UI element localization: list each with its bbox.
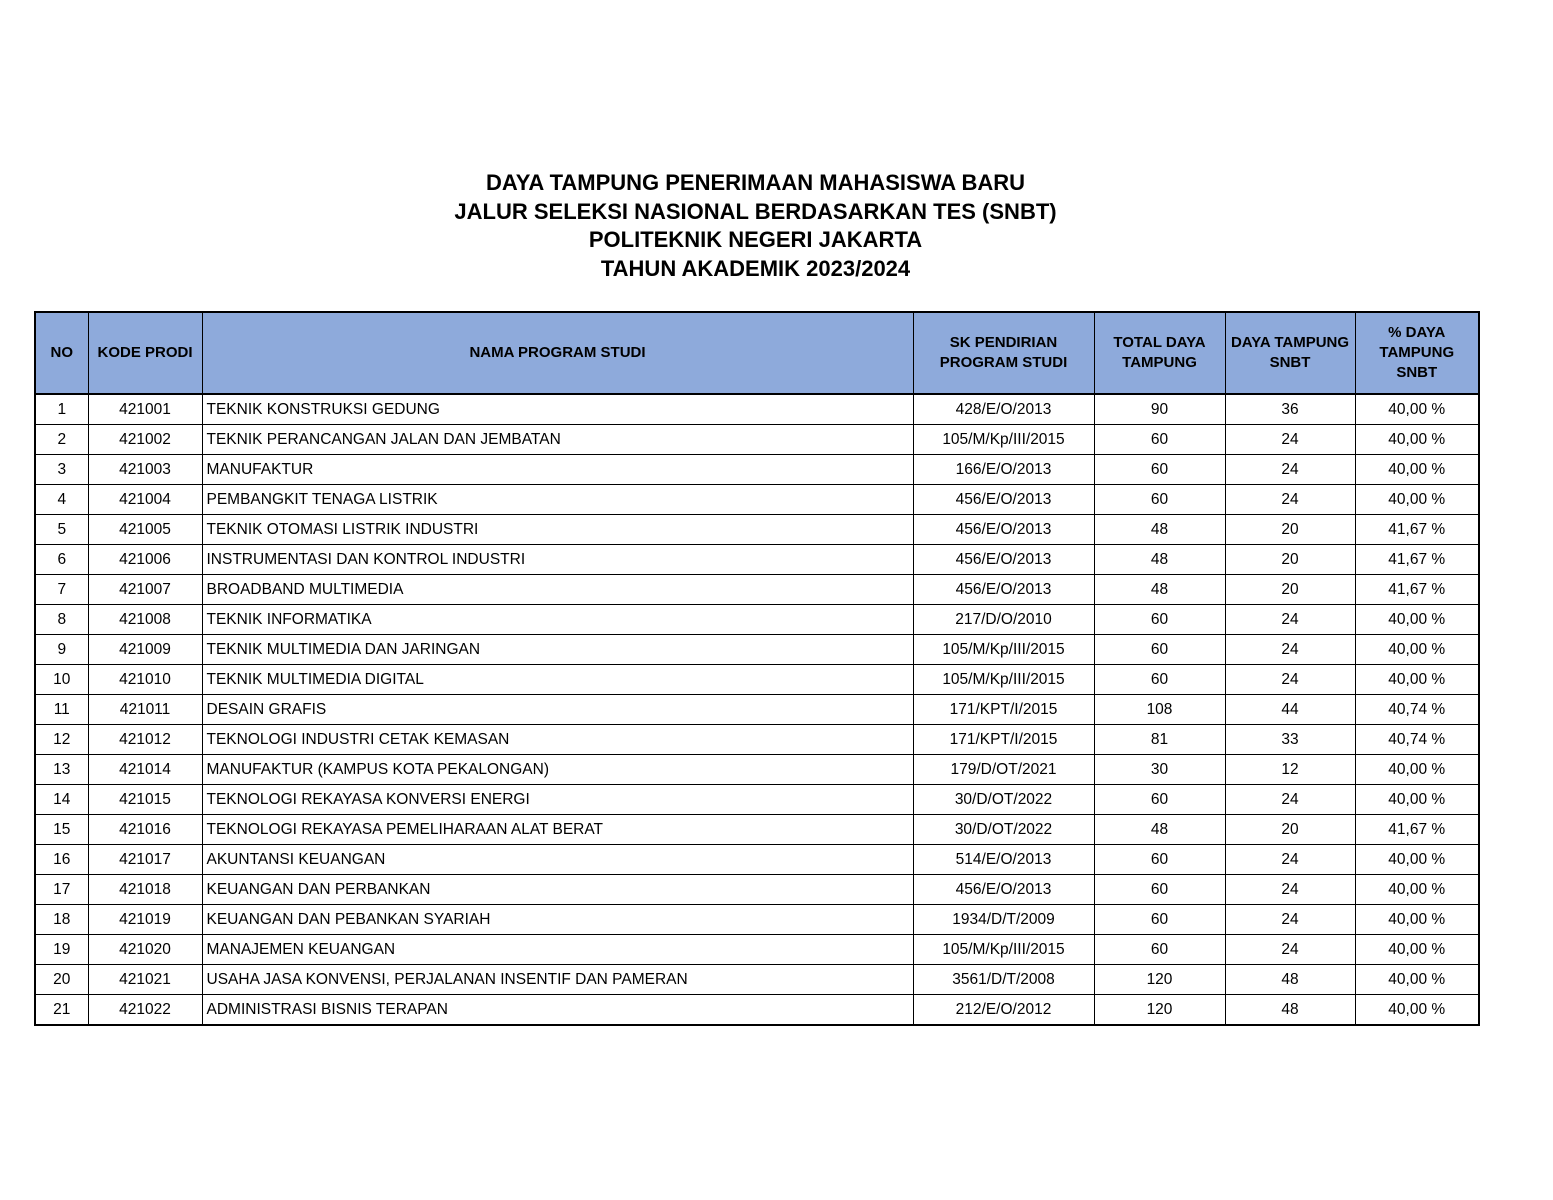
table-header bbox=[35, 312, 1479, 394]
cell-nama-program-studi: INSTRUMENTASI DAN KONTROL INDUSTRI bbox=[202, 545, 913, 575]
cell-daya-tampung-snbt: 20 bbox=[1225, 815, 1355, 845]
cell-sk-pendirian: 171/KPT/I/2015 bbox=[913, 725, 1094, 755]
cell-nama-program-studi: TEKNOLOGI REKAYASA KONVERSI ENERGI bbox=[202, 785, 913, 815]
cell-total-daya-tampung: 81 bbox=[1094, 725, 1225, 755]
header-total-daya-tampung: TOTAL DAYA TAMPUNG bbox=[1094, 312, 1225, 394]
table-row bbox=[35, 935, 1479, 965]
cell-total-daya-tampung: 60 bbox=[1094, 425, 1225, 455]
cell-nama-program-studi: AKUNTANSI KEUANGAN bbox=[202, 845, 913, 875]
cell-kode-prodi: 421012 bbox=[88, 725, 202, 755]
cell-kode-prodi: 421018 bbox=[88, 875, 202, 905]
cell-sk-pendirian: 456/E/O/2013 bbox=[913, 485, 1094, 515]
cell-total-daya-tampung: 90 bbox=[1094, 394, 1225, 425]
cell-daya-tampung-snbt: 12 bbox=[1225, 755, 1355, 785]
table-row bbox=[35, 635, 1479, 665]
table-body bbox=[35, 394, 1479, 1025]
cell-nama-program-studi: TEKNIK OTOMASI LISTRIK INDUSTRI bbox=[202, 515, 913, 545]
table-row bbox=[35, 695, 1479, 725]
cell-nama-program-studi: USAHA JASA KONVENSI, PERJALANAN INSENTIF DAN PAMERAN bbox=[202, 965, 913, 995]
cell-sk-pendirian: 514/E/O/2013 bbox=[913, 845, 1094, 875]
cell-no: 5 bbox=[35, 515, 88, 545]
cell-nama-program-studi: KEUANGAN DAN PEBANKAN SYARIAH bbox=[202, 905, 913, 935]
cell-sk-pendirian: 171/KPT/I/2015 bbox=[913, 695, 1094, 725]
cell-kode-prodi: 421001 bbox=[88, 394, 202, 425]
cell-nama-program-studi: KEUANGAN DAN PERBANKAN bbox=[202, 875, 913, 905]
table-row bbox=[35, 455, 1479, 485]
table-row bbox=[35, 725, 1479, 755]
cell-kode-prodi: 421004 bbox=[88, 485, 202, 515]
cell-persen-daya-tampung-snbt: 40,00 % bbox=[1355, 935, 1479, 965]
table-row bbox=[35, 785, 1479, 815]
cell-persen-daya-tampung-snbt: 40,00 % bbox=[1355, 875, 1479, 905]
cell-nama-program-studi: PEMBANGKIT TENAGA LISTRIK bbox=[202, 485, 913, 515]
cell-nama-program-studi: TEKNIK INFORMATIKA bbox=[202, 605, 913, 635]
table-row bbox=[35, 995, 1479, 1026]
cell-persen-daya-tampung-snbt: 40,00 % bbox=[1355, 785, 1479, 815]
cell-persen-daya-tampung-snbt: 40,00 % bbox=[1355, 394, 1479, 425]
cell-no: 18 bbox=[35, 905, 88, 935]
cell-daya-tampung-snbt: 24 bbox=[1225, 905, 1355, 935]
cell-no: 21 bbox=[35, 995, 88, 1026]
cell-sk-pendirian: 105/M/Kp/III/2015 bbox=[913, 935, 1094, 965]
cell-kode-prodi: 421020 bbox=[88, 935, 202, 965]
table-row bbox=[35, 815, 1479, 845]
cell-total-daya-tampung: 60 bbox=[1094, 845, 1225, 875]
cell-daya-tampung-snbt: 24 bbox=[1225, 455, 1355, 485]
table-row bbox=[35, 515, 1479, 545]
cell-total-daya-tampung: 60 bbox=[1094, 785, 1225, 815]
table-row bbox=[35, 965, 1479, 995]
cell-daya-tampung-snbt: 24 bbox=[1225, 635, 1355, 665]
cell-kode-prodi: 421021 bbox=[88, 965, 202, 995]
header-kode-prodi: KODE PRODI bbox=[88, 312, 202, 394]
header-row bbox=[35, 312, 1479, 394]
cell-total-daya-tampung: 48 bbox=[1094, 815, 1225, 845]
cell-total-daya-tampung: 60 bbox=[1094, 935, 1225, 965]
cell-kode-prodi: 421009 bbox=[88, 635, 202, 665]
cell-daya-tampung-snbt: 48 bbox=[1225, 995, 1355, 1026]
cell-nama-program-studi: TEKNIK PERANCANGAN JALAN DAN JEMBATAN bbox=[202, 425, 913, 455]
cell-total-daya-tampung: 120 bbox=[1094, 995, 1225, 1026]
cell-kode-prodi: 421017 bbox=[88, 845, 202, 875]
cell-nama-program-studi: DESAIN GRAFIS bbox=[202, 695, 913, 725]
cell-sk-pendirian: 212/E/O/2012 bbox=[913, 995, 1094, 1026]
cell-sk-pendirian: 166/E/O/2013 bbox=[913, 455, 1094, 485]
cell-daya-tampung-snbt: 24 bbox=[1225, 425, 1355, 455]
cell-sk-pendirian: 105/M/Kp/III/2015 bbox=[913, 425, 1094, 455]
cell-no: 11 bbox=[35, 695, 88, 725]
cell-nama-program-studi: MANUFAKTUR bbox=[202, 455, 913, 485]
cell-kode-prodi: 421015 bbox=[88, 785, 202, 815]
cell-persen-daya-tampung-snbt: 41,67 % bbox=[1355, 515, 1479, 545]
cell-kode-prodi: 421002 bbox=[88, 425, 202, 455]
cell-nama-program-studi: BROADBAND MULTIMEDIA bbox=[202, 575, 913, 605]
cell-total-daya-tampung: 60 bbox=[1094, 875, 1225, 905]
cell-total-daya-tampung: 60 bbox=[1094, 455, 1225, 485]
cell-no: 9 bbox=[35, 635, 88, 665]
cell-no: 6 bbox=[35, 545, 88, 575]
cell-nama-program-studi: TEKNIK KONSTRUKSI GEDUNG bbox=[202, 394, 913, 425]
cell-sk-pendirian: 30/D/OT/2022 bbox=[913, 815, 1094, 845]
cell-sk-pendirian: 30/D/OT/2022 bbox=[913, 785, 1094, 815]
cell-kode-prodi: 421011 bbox=[88, 695, 202, 725]
cell-daya-tampung-snbt: 24 bbox=[1225, 485, 1355, 515]
cell-total-daya-tampung: 48 bbox=[1094, 545, 1225, 575]
cell-no: 16 bbox=[35, 845, 88, 875]
cell-persen-daya-tampung-snbt: 40,00 % bbox=[1355, 995, 1479, 1026]
cell-persen-daya-tampung-snbt: 40,00 % bbox=[1355, 845, 1479, 875]
cell-nama-program-studi: TEKNOLOGI REKAYASA PEMELIHARAAN ALAT BERAT bbox=[202, 815, 913, 845]
cell-no: 10 bbox=[35, 665, 88, 695]
cell-persen-daya-tampung-snbt: 41,67 % bbox=[1355, 575, 1479, 605]
cell-daya-tampung-snbt: 24 bbox=[1225, 785, 1355, 815]
table-row bbox=[35, 425, 1479, 455]
cell-persen-daya-tampung-snbt: 40,00 % bbox=[1355, 755, 1479, 785]
cell-total-daya-tampung: 30 bbox=[1094, 755, 1225, 785]
cell-no: 3 bbox=[35, 455, 88, 485]
cell-sk-pendirian: 428/E/O/2013 bbox=[913, 394, 1094, 425]
cell-no: 13 bbox=[35, 755, 88, 785]
table-row bbox=[35, 665, 1479, 695]
cell-daya-tampung-snbt: 36 bbox=[1225, 394, 1355, 425]
cell-kode-prodi: 421003 bbox=[88, 455, 202, 485]
cell-daya-tampung-snbt: 24 bbox=[1225, 665, 1355, 695]
cell-total-daya-tampung: 60 bbox=[1094, 635, 1225, 665]
title-line-1: DAYA TAMPUNG PENERIMAAN MAHASISWA BARU bbox=[485, 170, 1026, 195]
table-row bbox=[35, 394, 1479, 425]
cell-persen-daya-tampung-snbt: 41,67 % bbox=[1355, 815, 1479, 845]
cell-kode-prodi: 421005 bbox=[88, 515, 202, 545]
title-line-2: JALUR SELEKSI NASIONAL BERDASARKAN TES (SNBT) bbox=[454, 198, 1057, 224]
cell-no: 7 bbox=[35, 575, 88, 605]
title-line-3: POLITEKNIK NEGERI JAKARTA bbox=[588, 227, 923, 252]
cell-persen-daya-tampung-snbt: 40,00 % bbox=[1355, 455, 1479, 485]
header-persen-daya-tampung-snbt: % DAYA TAMPUNG SNBT bbox=[1355, 312, 1479, 394]
header-daya-tampung-snbt: DAYA TAMPUNG SNBT bbox=[1225, 312, 1355, 394]
header-nama-program-studi: NAMA PROGRAM STUDI bbox=[202, 312, 913, 394]
cell-total-daya-tampung: 60 bbox=[1094, 605, 1225, 635]
cell-nama-program-studi: TEKNOLOGI INDUSTRI CETAK KEMASAN bbox=[202, 725, 913, 755]
cell-daya-tampung-snbt: 24 bbox=[1225, 875, 1355, 905]
table-row bbox=[35, 575, 1479, 605]
cell-total-daya-tampung: 48 bbox=[1094, 515, 1225, 545]
cell-sk-pendirian: 105/M/Kp/III/2015 bbox=[913, 665, 1094, 695]
cell-total-daya-tampung: 60 bbox=[1094, 905, 1225, 935]
table-row bbox=[35, 875, 1479, 905]
cell-kode-prodi: 421007 bbox=[88, 575, 202, 605]
cell-nama-program-studi: TEKNIK MULTIMEDIA DAN JARINGAN bbox=[202, 635, 913, 665]
cell-kode-prodi: 421006 bbox=[88, 545, 202, 575]
cell-kode-prodi: 421010 bbox=[88, 665, 202, 695]
cell-total-daya-tampung: 120 bbox=[1094, 965, 1225, 995]
table-row bbox=[35, 605, 1479, 635]
cell-no: 8 bbox=[35, 605, 88, 635]
cell-daya-tampung-snbt: 48 bbox=[1225, 965, 1355, 995]
header-sk-pendirian: SK PENDIRIAN PROGRAM STUDI bbox=[913, 312, 1094, 394]
cell-kode-prodi: 421022 bbox=[88, 995, 202, 1026]
cell-sk-pendirian: 456/E/O/2013 bbox=[913, 875, 1094, 905]
title-line-4: TAHUN AKADEMIK 2023/2024 bbox=[600, 255, 911, 281]
cell-kode-prodi: 421014 bbox=[88, 755, 202, 785]
cell-no: 4 bbox=[35, 485, 88, 515]
cell-daya-tampung-snbt: 33 bbox=[1225, 725, 1355, 755]
cell-persen-daya-tampung-snbt: 40,00 % bbox=[1355, 965, 1479, 995]
capacity-table bbox=[34, 311, 1480, 1026]
header-no: NO bbox=[35, 312, 88, 394]
cell-nama-program-studi: ADMINISTRASI BISNIS TERAPAN bbox=[202, 995, 913, 1026]
cell-daya-tampung-snbt: 20 bbox=[1225, 575, 1355, 605]
cell-sk-pendirian: 179/D/OT/2021 bbox=[913, 755, 1094, 785]
cell-no: 19 bbox=[35, 935, 88, 965]
table-row bbox=[35, 845, 1479, 875]
cell-daya-tampung-snbt: 24 bbox=[1225, 845, 1355, 875]
cell-persen-daya-tampung-snbt: 40,74 % bbox=[1355, 725, 1479, 755]
cell-sk-pendirian: 217/D/O/2010 bbox=[913, 605, 1094, 635]
cell-persen-daya-tampung-snbt: 40,00 % bbox=[1355, 635, 1479, 665]
cell-persen-daya-tampung-snbt: 41,67 % bbox=[1355, 545, 1479, 575]
cell-persen-daya-tampung-snbt: 40,00 % bbox=[1355, 665, 1479, 695]
cell-sk-pendirian: 456/E/O/2013 bbox=[913, 575, 1094, 605]
cell-persen-daya-tampung-snbt: 40,00 % bbox=[1355, 485, 1479, 515]
table-row bbox=[35, 485, 1479, 515]
cell-daya-tampung-snbt: 24 bbox=[1225, 935, 1355, 965]
cell-nama-program-studi: MANUFAKTUR (KAMPUS KOTA PEKALONGAN) bbox=[202, 755, 913, 785]
cell-total-daya-tampung: 60 bbox=[1094, 485, 1225, 515]
table-row bbox=[35, 545, 1479, 575]
cell-kode-prodi: 421016 bbox=[88, 815, 202, 845]
cell-persen-daya-tampung-snbt: 40,74 % bbox=[1355, 695, 1479, 725]
cell-kode-prodi: 421008 bbox=[88, 605, 202, 635]
cell-nama-program-studi: TEKNIK MULTIMEDIA DIGITAL bbox=[202, 665, 913, 695]
document-title bbox=[0, 169, 1511, 283]
cell-daya-tampung-snbt: 24 bbox=[1225, 605, 1355, 635]
cell-no: 14 bbox=[35, 785, 88, 815]
cell-no: 20 bbox=[35, 965, 88, 995]
cell-persen-daya-tampung-snbt: 40,00 % bbox=[1355, 905, 1479, 935]
cell-nama-program-studi: MANAJEMEN KEUANGAN bbox=[202, 935, 913, 965]
cell-sk-pendirian: 105/M/Kp/III/2015 bbox=[913, 635, 1094, 665]
cell-persen-daya-tampung-snbt: 40,00 % bbox=[1355, 425, 1479, 455]
cell-sk-pendirian: 456/E/O/2013 bbox=[913, 515, 1094, 545]
cell-total-daya-tampung: 108 bbox=[1094, 695, 1225, 725]
table-row bbox=[35, 755, 1479, 785]
cell-kode-prodi: 421019 bbox=[88, 905, 202, 935]
cell-persen-daya-tampung-snbt: 40,00 % bbox=[1355, 605, 1479, 635]
cell-sk-pendirian: 3561/D/T/2008 bbox=[913, 965, 1094, 995]
cell-no: 1 bbox=[35, 394, 88, 425]
cell-no: 17 bbox=[35, 875, 88, 905]
cell-total-daya-tampung: 60 bbox=[1094, 665, 1225, 695]
cell-daya-tampung-snbt: 44 bbox=[1225, 695, 1355, 725]
cell-daya-tampung-snbt: 20 bbox=[1225, 515, 1355, 545]
cell-no: 12 bbox=[35, 725, 88, 755]
cell-total-daya-tampung: 48 bbox=[1094, 575, 1225, 605]
table-row bbox=[35, 905, 1479, 935]
cell-daya-tampung-snbt: 20 bbox=[1225, 545, 1355, 575]
cell-sk-pendirian: 1934/D/T/2009 bbox=[913, 905, 1094, 935]
cell-no: 15 bbox=[35, 815, 88, 845]
cell-sk-pendirian: 456/E/O/2013 bbox=[913, 545, 1094, 575]
cell-no: 2 bbox=[35, 425, 88, 455]
